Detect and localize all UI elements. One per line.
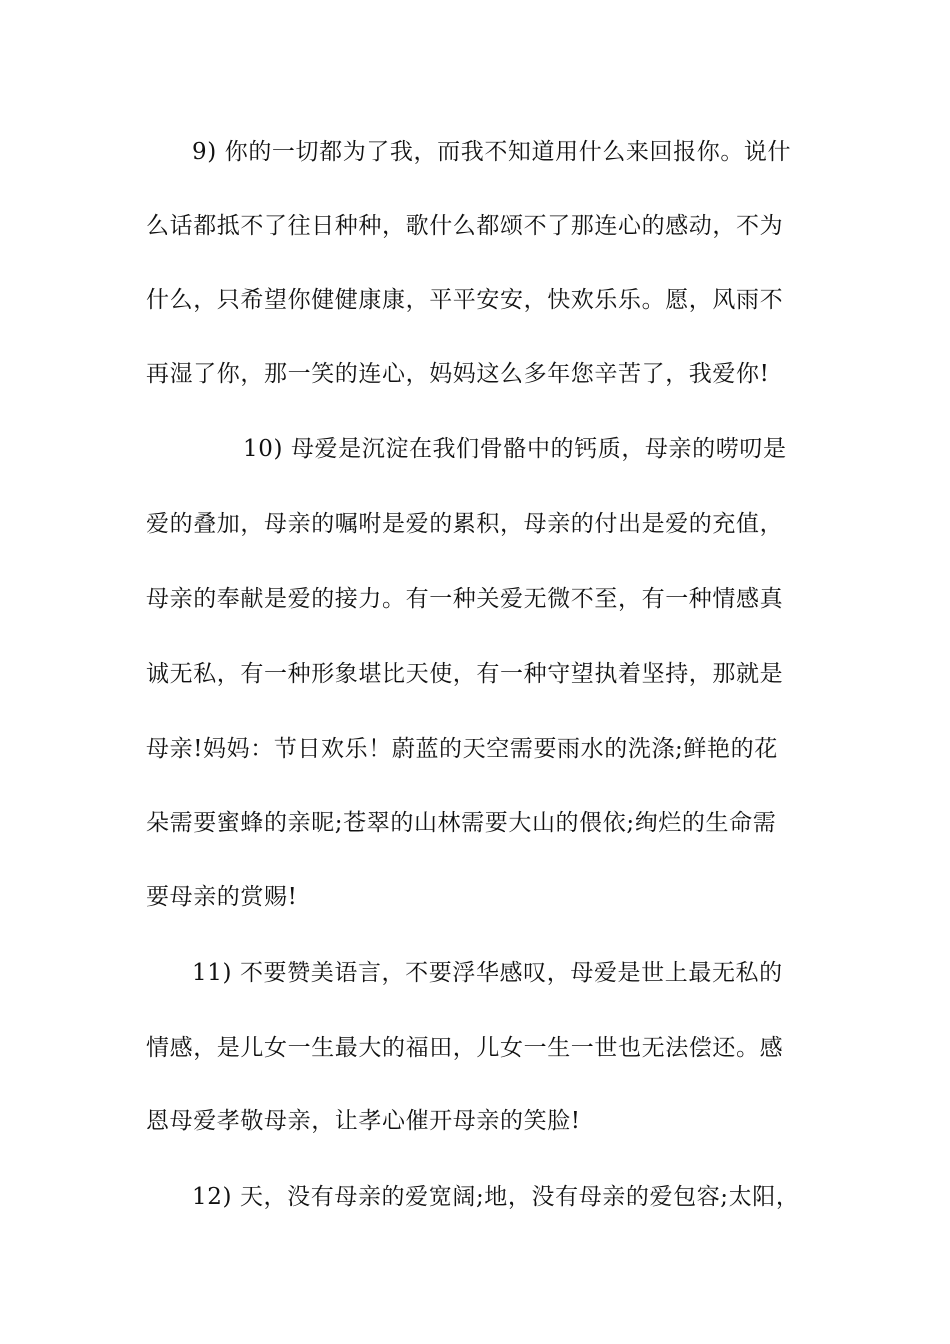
text-line-paragraph-10-start: 10) 母爱是沉淀在我们骨骼中的钙质，母亲的唠叨是: [243, 436, 787, 462]
text-line: 什么，只希望你健健康康，平平安安，快欢乐乐。愿，风雨不: [146, 287, 784, 313]
text-line-paragraph-9-start: 9) 你的一切都为了我，而我不知道用什么来回报你。说什: [192, 139, 792, 165]
text-line: 情感，是儿女一生最大的福田，儿女一生一世也无法偿还。感: [146, 1035, 784, 1061]
text-line: 么话都抵不了往日种种，歌什么都颂不了那连心的感动，不为: [146, 213, 784, 239]
text-line: 母亲!妈妈：节日欢乐！蔚蓝的天空需要雨水的洗涤;鲜艳的花: [146, 736, 778, 762]
text-line: 朵需要蜜蜂的亲昵;苍翠的山林需要大山的偎依;绚烂的生命需: [146, 810, 777, 836]
text-line-paragraph-12-start: 12) 天，没有母亲的爱宽阔;地，没有母亲的爱包容;太阳，: [192, 1184, 800, 1210]
text-line: 再湿了你，那一笑的连心，妈妈这么多年您辛苦了，我爱你!: [146, 361, 770, 387]
text-line: 诚无私，有一种形象堪比天使，有一种守望执着坚持，那就是: [146, 661, 784, 687]
text-line: 母亲的奉献是爱的接力。有一种关爱无微不至，有一种情感真: [146, 586, 784, 612]
text-line-paragraph-11-start: 11) 不要赞美语言，不要浮华感叹，母爱是世上最无私的: [192, 960, 783, 986]
text-line: 恩母爱孝敬母亲，让孝心催开母亲的笑脸!: [146, 1108, 581, 1134]
text-line: 要母亲的赏赐!: [146, 884, 298, 910]
text-line: 爱的叠加，母亲的嘱咐是爱的累积，母亲的付出是爱的充值，: [146, 511, 784, 537]
